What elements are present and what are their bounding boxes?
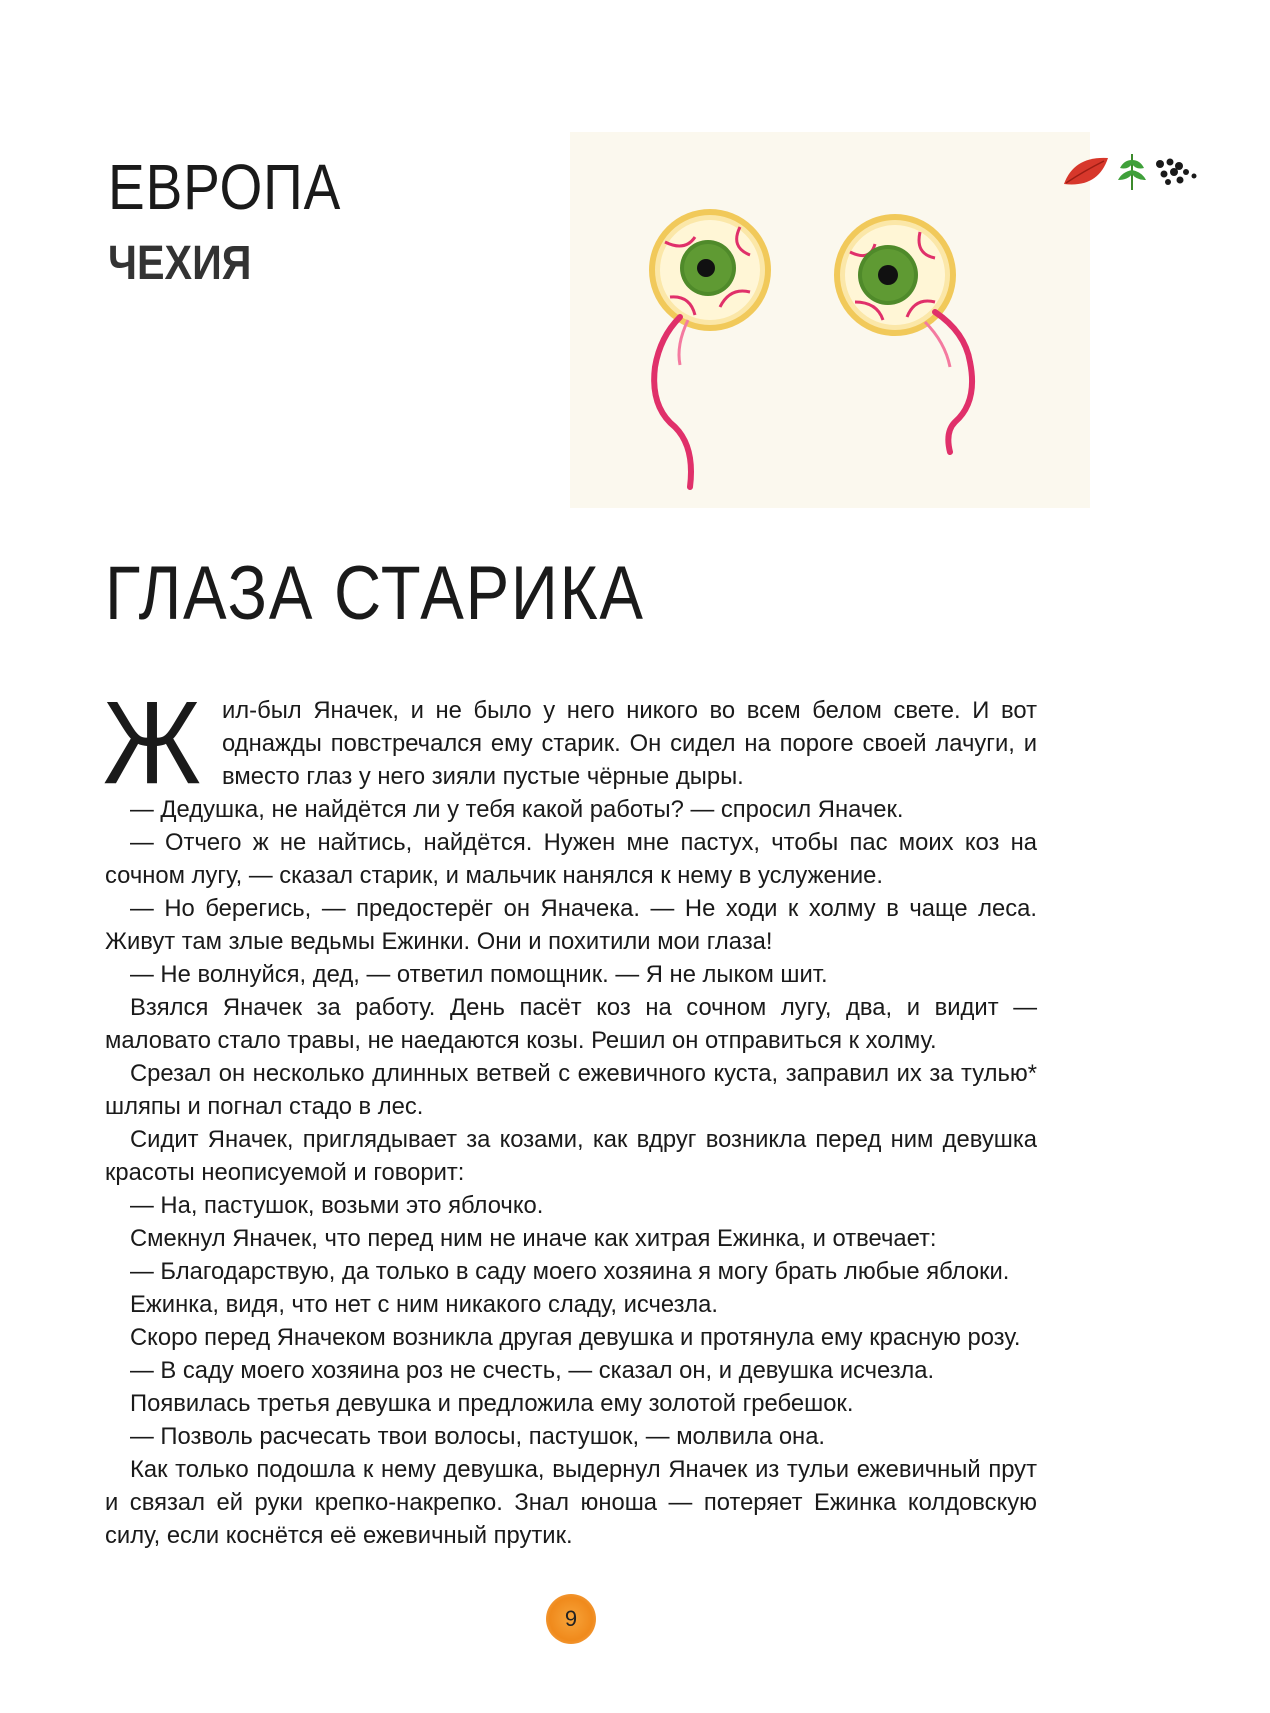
story-paragraph: — Позволь расчесать твои волосы, пастушок, — молвила она. xyxy=(130,1423,826,1450)
green-sprig-icon xyxy=(1118,154,1146,190)
story-paragraph: Жил-был Яначек, и не было у него никого во всем белом свете. И вот однажды повстречался ему старик. Он сидел на пороге своей лачуги, и вместо глаз у него зияли пустые чёрные дыры. xyxy=(103,677,1037,809)
story-paragraph: Смекнул Яначек, что перед ним не иначе как хитрая Ежинка, и отвечает: xyxy=(130,1225,937,1252)
country-subtitle: ЧЕХИЯ xyxy=(108,237,252,290)
story-paragraph: — Отчего ж не найтись, найдётся. Нужен мне пастух, чтобы пас моих коз на сочном лугу, — сказал старик, и мальчик нанялся к нему в услужение. xyxy=(105,829,1037,889)
story-paragraph: Ежинка, видя, что нет с ним никакого сладу, исчезла. xyxy=(130,1291,719,1318)
story-text xyxy=(103,677,1037,1552)
story-paragraph: Скоро перед Яначеком возникла другая девушка и протянула ему красную розу. xyxy=(130,1324,1021,1351)
story-paragraph: — В саду моего хозяина роз не счесть, — сказал он, и девушка исчезла. xyxy=(130,1357,935,1384)
right-eyeball-icon xyxy=(837,217,972,452)
red-leaf-icon xyxy=(1064,158,1108,185)
region-title: ЕВРОПА xyxy=(108,151,342,223)
story-paragraph: Как только подошла к нему девушка, выдернул Яначек из тульи ежевичный прут и связал ей руки крепко-накрепко. Знал юноша — потеряет Ежинка колдовскую силу, если коснётся её ежевичный прутик. xyxy=(105,1456,1037,1549)
story-paragraph: — Не волнуйся, дед, — ответил помощник. — Я не лыком шит. xyxy=(130,961,828,988)
story-paragraph: — Но берегись, — предостерёг он Яначека. — Не ходи к холму в чаще леса. Живут там злые ведьмы Ежинки. Они и похитили мои глаза! xyxy=(105,895,1037,955)
page-number-badge xyxy=(546,1594,596,1644)
black-berries-icon xyxy=(1156,159,1197,186)
story-paragraph: — Благодарствую, да только в саду моего хозяина я могу брать любые яблоки. xyxy=(130,1258,1010,1285)
story-paragraph: Появилась третья девушка и предложила ему золотой гребешок. xyxy=(130,1390,854,1417)
left-eyeball-icon xyxy=(652,212,768,487)
drop-cap: Ж xyxy=(103,677,202,809)
story-paragraph: — На, пастушок, возьми это яблочко. xyxy=(130,1192,544,1219)
story-paragraph: — Дедушка, не найдётся ли у тебя какой работы? — спросил Яначек. xyxy=(130,796,904,823)
page-number: 9 xyxy=(564,1606,578,1631)
ornaments xyxy=(1060,150,1220,192)
story-title: ГЛАЗА СТАРИКА xyxy=(105,551,645,636)
story-paragraph: Взялся Яначек за работу. День пасёт коз на сочном лугу, два, и видит — маловато стало травы, не наедаются козы. Решил он отправиться к холму. xyxy=(105,994,1037,1054)
eyeballs-illustration xyxy=(570,132,1090,508)
story-paragraph: Срезал он несколько длинных ветвей с ежевичного куста, заправил их за тулью* шляпы и погнал стадо в лес. xyxy=(105,1060,1037,1120)
story-paragraph: Сидит Яначек, приглядывает за козами, как вдруг возникла перед ним девушка красоты неописуемой и говорит: xyxy=(105,1126,1037,1186)
